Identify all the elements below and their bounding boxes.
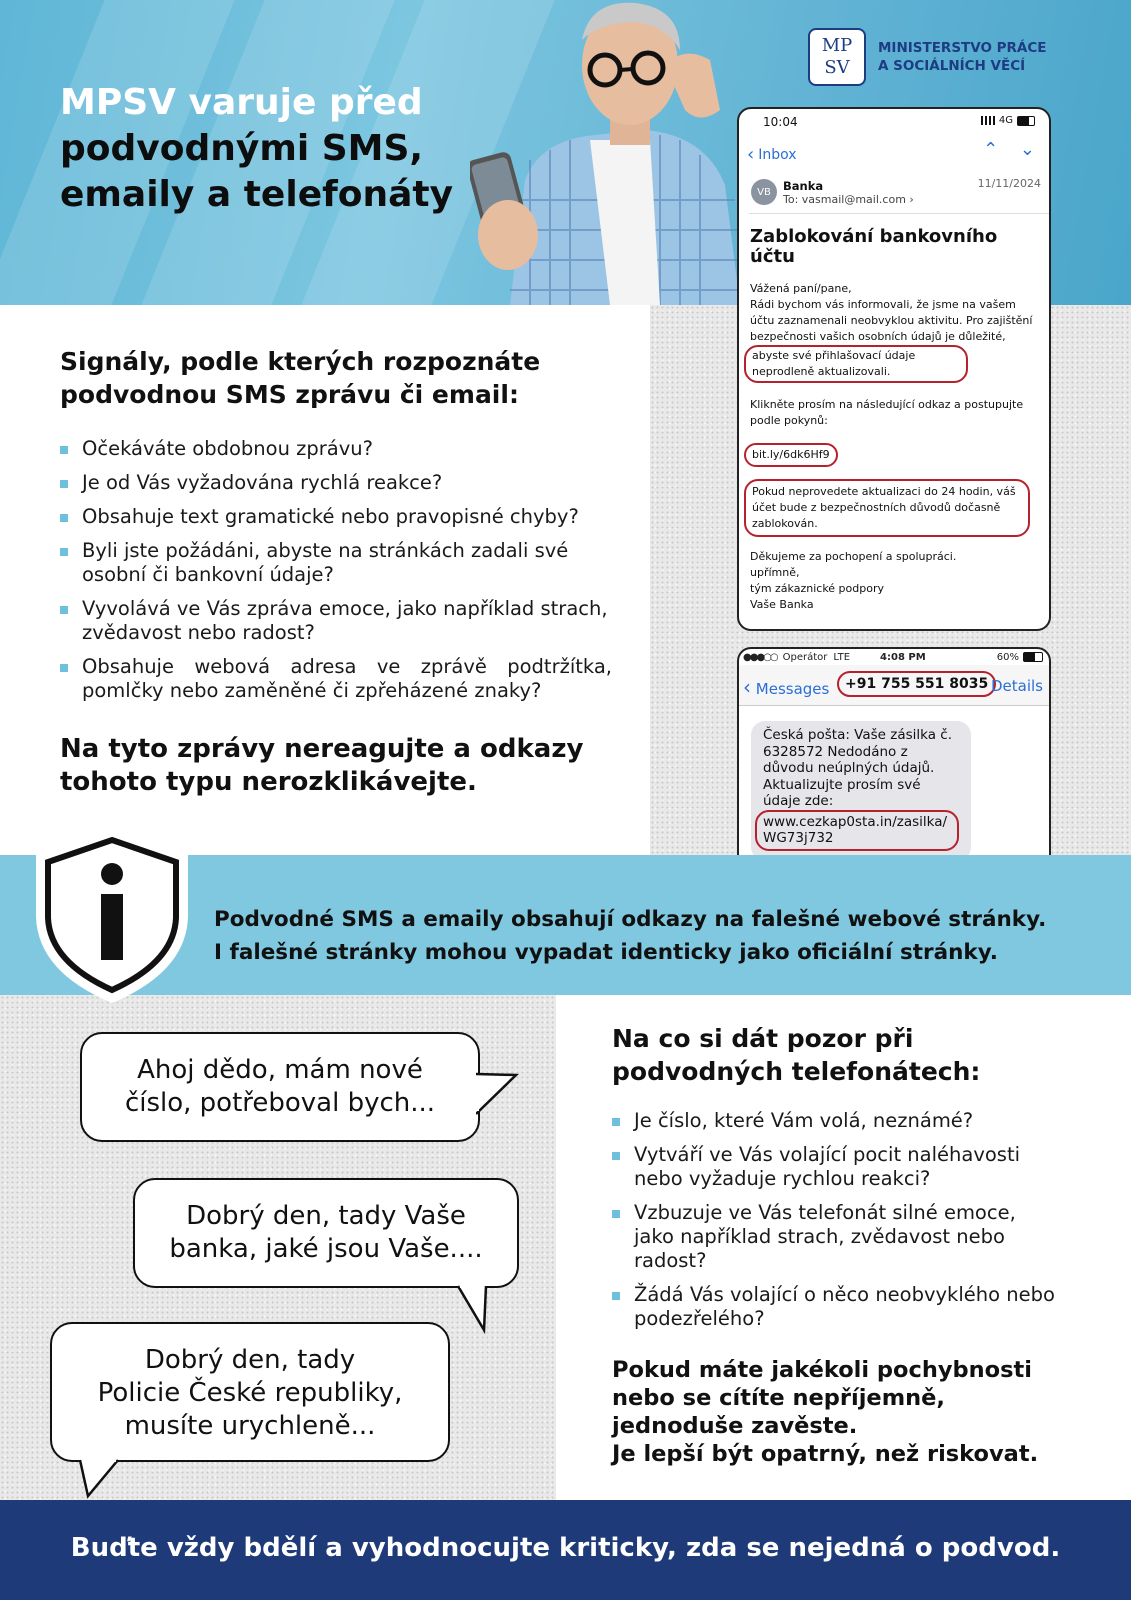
logo-text-line-2: A SOCIÁLNÍCH VĚCÍ — [878, 58, 1026, 74]
network-label: 4G — [998, 115, 1013, 126]
sender-name: Banka — [783, 179, 824, 193]
avatar: VB — [751, 179, 777, 205]
logo-mark-line-1: MP — [821, 35, 853, 56]
band-text — [214, 903, 1114, 969]
highlight-circle — [744, 345, 968, 383]
bubble-tail — [476, 1070, 520, 1120]
logo-text — [878, 39, 1047, 75]
email-paragraph-highlight: abyste své přihlašovací údaje neprodleně aktualizovali. — [752, 349, 916, 378]
sms-status-bar — [739, 649, 1049, 665]
logo-mark-line-2: SV — [824, 57, 850, 78]
signal-dots-icon: ●●●○○ — [743, 651, 777, 663]
speech-bubble — [80, 1032, 480, 1142]
email-thanks: Děkujeme za pochopení a spolupráci. — [750, 550, 957, 563]
back-label: Messages — [755, 680, 830, 698]
bubble-line: Dobrý den, tady — [144, 1345, 356, 1375]
chevron-up-icon[interactable]: ⌃ — [983, 139, 999, 160]
divider — [749, 213, 1049, 214]
messages-back-link[interactable] — [743, 675, 829, 699]
list-item: Obsahuje webová adresa ve zprávě podtržítka, pomlčky nebo zaměněné či zpřeházené znaky? — [60, 655, 612, 703]
email-body — [750, 281, 1040, 613]
speech-bubble — [50, 1322, 450, 1462]
sms-nav-bar — [739, 665, 1049, 706]
signals-warning: Na tyto zprávy nereagujte a odkazy tohoto typu nerozklikávejte. — [60, 734, 584, 797]
details-link[interactable]: Details — [990, 677, 1043, 695]
sender-number: +91 755 551 8035 — [837, 671, 996, 697]
calls-heading: Na co si dát pozor při podvodných telefonátech: — [612, 1024, 981, 1086]
list-item: Obsahuje text gramatické nebo pravopisné chyby? — [60, 505, 612, 529]
highlight-circle — [744, 479, 1030, 537]
title-line-2: podvodnými SMS, — [60, 128, 424, 169]
speech-bubble — [133, 1178, 519, 1288]
email-paragraph: Rádi bychom vás informovali, že jsme na vašem účtu zaznamenali neobvyklou aktivitu. Pro zajištění bezpečnosti vašich osobních údajů je důležité, — [750, 298, 1033, 343]
highlight-circle — [744, 443, 838, 467]
calls-warning — [612, 1356, 1082, 1468]
logo-mark — [808, 28, 866, 86]
email-signature-line: Vaše Banka — [750, 598, 814, 611]
email-signature-line: upřímně, — [750, 566, 800, 579]
email-greeting: Vážená paní/pane, — [750, 282, 852, 295]
message-nav — [983, 139, 1035, 160]
highlight-circle — [755, 810, 959, 851]
status-time: 10:04 — [763, 115, 798, 129]
band-line-2: I falešné stránky mohou vypadat identicky jako oficiální stránky. — [214, 940, 998, 965]
email-date: 11/11/2024 — [977, 177, 1041, 190]
bubble-line: musíte urychleně... — [124, 1411, 376, 1441]
bubble-line: číslo, potřeboval bych... — [124, 1088, 436, 1118]
email-subject: Zablokování bankovního účtu — [750, 226, 998, 267]
list-item: Vzbuzuje ve Vás telefonát silné emoce, jako například strach, zvědavost nebo radost? — [612, 1201, 1060, 1273]
sms-phone-screenshot — [737, 647, 1051, 889]
chevron-right-icon: › — [909, 193, 914, 206]
battery-icon — [1017, 116, 1035, 126]
phishing-link[interactable]: www.cezkap0sta.in/zasilka/WG73j732 — [763, 813, 948, 846]
list-item: Očekáváte obdobnou zprávu? — [60, 437, 612, 461]
list-item: Vyvolává ve Vás zpráva emoce, jako například strach, zvědavost nebo radost? — [60, 597, 612, 645]
status-indicators — [981, 115, 1035, 126]
man-with-phone-illustration — [470, 0, 740, 305]
bubble-line: Dobrý den, tady Vaše — [186, 1201, 466, 1231]
email-paragraph: Klikněte prosím na následující odkaz a postupujte podle pokynů: — [750, 398, 1024, 427]
bubble-line: banka, jaké jsou Vaše.... — [169, 1234, 483, 1264]
chevron-down-icon[interactable]: ⌄ — [1019, 139, 1035, 160]
signals-heading: Signály, podle kterých rozpoznáte podvodnou SMS zprávu či email: — [60, 347, 541, 409]
title-line-3: emaily a telefonáty — [60, 174, 454, 215]
band-line-1: Podvodné SMS a emaily obsahují odkazy na falešné webové stránky. — [214, 907, 1047, 932]
network-label: LTE — [833, 651, 851, 663]
bubble-line: Ahoj dědo, mám nové — [137, 1055, 423, 1085]
bubble-tail — [74, 1458, 124, 1500]
list-item: Je číslo, které Vám volá, neznámé? — [612, 1109, 1060, 1133]
signal-icon — [981, 116, 995, 125]
bubble-line: Policie České republiky, — [97, 1378, 403, 1408]
status-time: 4:08 PM — [880, 651, 926, 663]
footer-text: Buďte vždy bdělí a vyhodnocujte kriticky, zda se nejedná o podvod. — [70, 1533, 1061, 1563]
title-line-1: MPSV varuje před — [60, 82, 423, 123]
list-item: Je od Vás vyžadována rychlá reakce? — [60, 471, 612, 495]
sms-bubble — [751, 721, 971, 861]
back-label: Inbox — [758, 146, 797, 163]
operator-label: Operátor — [782, 651, 828, 663]
to-label: To: — [783, 193, 799, 206]
bubble-tail — [456, 1284, 496, 1334]
battery-icon — [1023, 652, 1043, 662]
list-item: Byli jste požádáni, abyste na stránkách zadali své osobní či bankovní údaje? — [60, 539, 612, 587]
battery-level: 60% — [996, 651, 1019, 663]
phishing-link[interactable]: bit.ly/6dk6Hf9 — [752, 448, 830, 461]
logo-text-line-1: MINISTERSTVO PRÁCE — [878, 40, 1047, 56]
email-phone-screenshot — [737, 107, 1051, 631]
inbox-back-link[interactable] — [747, 144, 797, 165]
signals-list — [60, 437, 612, 713]
calls-warning-line: Je lepší být opatrný, než riskovat. — [612, 1441, 1039, 1467]
to-address: vasmail@mail.com — [801, 193, 906, 206]
calls-list — [612, 1109, 1060, 1341]
recipient-line — [783, 193, 914, 206]
list-item: Žádá Vás volající o něco neobvyklého nebo podezřelého? — [612, 1283, 1060, 1331]
info-shield-icon — [28, 822, 196, 1007]
email-threat-text: Pokud neprovedete aktualizaci do 24 hodin, váš účet bude z bezpečnostních důvodů dočasně zablokován. — [752, 485, 1016, 530]
page-title — [60, 80, 453, 218]
list-item: Vytváří ve Vás volající pocit naléhavosti nebo vyžaduje rychlou reakci? — [612, 1143, 1060, 1191]
mpsv-logo — [808, 28, 1047, 86]
chevron-left-icon: ‹ — [747, 144, 755, 165]
chevron-left-icon: ‹ — [743, 675, 751, 699]
calls-warning-line: Pokud máte jakékoli pochybnosti nebo se cítíte nepříjemně, jednoduše zavěste. — [612, 1357, 1032, 1439]
email-signature-line: tým zákaznické podpory — [750, 582, 884, 595]
sms-message-text: Česká pošta: Vaše zásilka č. 6328572 Nedodáno z důvodu neúplných údajů. Aktualizujte prosím své údaje zde: — [763, 727, 953, 809]
